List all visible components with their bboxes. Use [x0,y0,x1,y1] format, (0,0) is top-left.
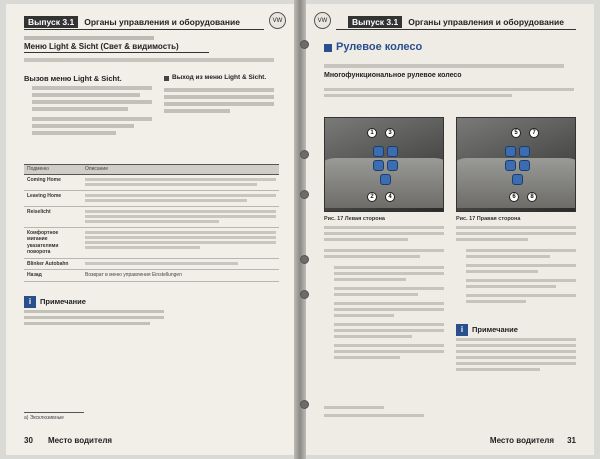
book-gutter [294,0,306,459]
vw-logo-icon: VW [314,12,331,29]
left-header-title: Органы управления и оборудование [84,16,240,27]
callout-2: 2 [367,192,377,202]
wheel-button [505,146,516,157]
right-header-section: Выпуск 3.1 [348,16,402,28]
callout-5: 5 [511,128,521,138]
section-title: Меню Light & Sicht (Свет & видимость) [24,42,209,53]
table-head-submenu: Подменю [24,165,82,175]
title-marker-icon [324,44,332,52]
binder-hole [300,290,309,299]
callout-7: 7 [529,128,539,138]
right-column-text [456,226,576,306]
left-footer-title: Место водителя [48,436,113,445]
exit-menu-title: Выход из меню Light & Sicht. [172,74,267,81]
callout-4: 4 [385,192,395,202]
wheel-button [519,160,530,171]
left-page-number: 30 [24,436,33,445]
table-row: Coming Home [24,174,279,190]
intro-line [24,58,274,62]
footnote-rule [24,412,84,413]
wheel-button [512,174,523,185]
footnote: а) Эксклюзивные [24,415,64,421]
note-title: Примечание [40,297,86,306]
info-icon: i [24,296,36,308]
right-page-number: 31 [567,436,576,445]
vw-logo-icon: VW [269,12,286,29]
wheel-button [387,146,398,157]
subsection-title: Вызов меню Light & Sicht. [24,74,122,83]
right-header [336,14,576,30]
intro-line [324,64,564,68]
steering-right-image [456,117,576,212]
wheel-button [387,160,398,171]
left-column-text [324,226,444,359]
bullet-icon [164,76,169,81]
wheel-button [519,146,530,157]
info-icon: i [456,324,468,336]
callout-6: 6 [509,192,519,202]
wheel-button [505,160,516,171]
wheel-button [380,174,391,185]
submenu-table [24,164,279,282]
right-note-title: Примечание [472,325,518,334]
subtitle: Многофункциональное рулевое колесо [324,72,462,79]
right-page [306,4,594,455]
fig-left-caption: Рис. 17 Левая сторона [324,216,385,222]
page-title: Рулевое колесо [336,41,423,53]
right-header-title: Органы управления и оборудование [408,16,564,27]
left-col-text [32,86,152,135]
binder-hole [300,400,309,409]
subtitle-text [324,88,574,97]
note-text [24,310,164,325]
right-col-text [164,88,274,113]
callout-1: 1 [367,128,377,138]
right-note-text [456,338,576,371]
binder-hole [300,150,309,159]
wheel-button [373,160,384,171]
right-footnote-line [324,406,384,409]
binder-hole [300,255,309,264]
right-footer-title: Место водителя [489,436,554,445]
binder-hole [300,190,309,199]
steering-left-image [324,117,444,212]
callout-8: 8 [527,192,537,202]
table-row: Комфортное мигание указателями поворота [24,227,279,258]
table-head-description: Описание [82,165,279,175]
callout-3: 3 [385,128,395,138]
right-footnote-line [324,414,424,417]
table-row: Назад Возврат в меню управления Einstellungen [24,270,279,282]
left-page [6,4,294,455]
wheel-button [373,146,384,157]
grey-line [24,36,154,40]
fig-right-caption: Рис. 17 Правая сторона [456,216,521,222]
left-header [24,14,264,30]
left-header-section: Выпуск 3.1 [24,16,78,28]
table-row: Reiselicht [24,206,279,227]
table-row: Blinker Autobahn [24,258,279,270]
table-row: Leaving Home [24,190,279,206]
binder-hole [300,40,309,49]
